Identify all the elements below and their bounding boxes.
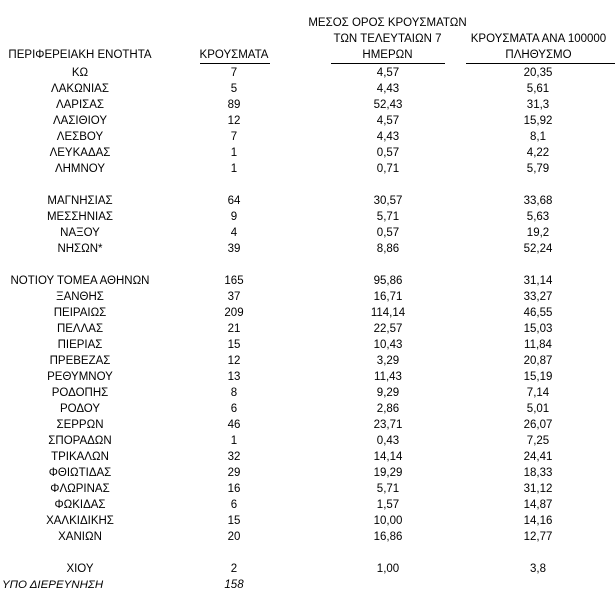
table-row	[0, 145, 615, 161]
avg7-cell: 16,86	[373, 531, 403, 543]
region-cell: ΛΗΜΝΟΥ	[54, 163, 106, 175]
footer-row	[0, 577, 615, 593]
header-underline-cases	[200, 63, 270, 64]
per100k-cell: 31,14	[523, 275, 553, 287]
cases-cell: 12	[227, 115, 241, 127]
table-row	[0, 561, 615, 577]
table-row	[0, 369, 615, 385]
table-row	[0, 193, 615, 209]
region-cell: ΛΑΣΙΘΙΟΥ	[52, 115, 108, 127]
avg7-cell: 22,57	[373, 323, 403, 335]
avg7-cell: 9,29	[376, 387, 400, 399]
header-region: ΠΕΡΙΦΕΡΕΙΑΚΗ ΕΝΟΤΗΤΑ	[8, 49, 152, 61]
header-per100k-line1: ΚΡΟΥΣΜΑΤΑ ΑΝΑ 100000	[470, 33, 607, 45]
cases-cell: 1	[230, 163, 238, 175]
cases-cell: 15	[227, 515, 241, 527]
region-cell: ΜΑΓΝΗΣΙΑΣ	[47, 195, 113, 207]
region-cell: ΜΕΣΣΗΝΙΑΣ	[46, 211, 114, 223]
per100k-cell: 20,35	[523, 67, 553, 79]
avg7-cell: 4,57	[376, 67, 400, 79]
footer-label: ΥΠΟ ΔΙΕΡΕΥΝΗΣΗ	[2, 579, 104, 591]
avg7-cell: 52,43	[373, 99, 403, 111]
region-cell: ΠΕΙΡΑΙΩΣ	[53, 307, 107, 319]
avg7-cell: 30,57	[373, 195, 403, 207]
region-cell: ΝΟΤΙΟΥ ΤΟΜΕΑ ΑΘΗΝΩΝ	[10, 275, 150, 287]
avg7-cell: 11,43	[374, 371, 402, 383]
table-row	[0, 513, 615, 529]
per100k-cell: 7,25	[526, 435, 550, 447]
region-cell: ΛΑΚΩΝΙΑΣ	[51, 83, 109, 95]
table-row	[0, 81, 615, 97]
region-cell: ΠΡΕΒΕΖΑΣ	[49, 355, 111, 367]
avg7-cell: 19,29	[373, 467, 403, 479]
header-avg-line1: ΜΕΣΟΣ ΟΡΟΣ ΚΡΟΥΣΜΑΤΩΝ	[308, 17, 467, 29]
table-row	[0, 129, 615, 145]
region-cell: ΡΟΔΟΥ	[59, 403, 101, 415]
per100k-cell: 46,55	[523, 307, 553, 319]
per100k-cell: 24,41	[523, 451, 553, 463]
cases-cell: 6	[230, 403, 238, 415]
per100k-cell: 5,01	[526, 403, 550, 415]
per100k-cell: 31,3	[526, 99, 550, 111]
per100k-cell: 19,2	[526, 227, 550, 239]
table-row	[0, 113, 615, 129]
cases-cell: 9	[230, 211, 238, 223]
per100k-cell: 5,79	[526, 163, 550, 175]
per100k-cell: 33,27	[523, 291, 553, 303]
per100k-cell: 15,92	[523, 115, 553, 127]
table-row	[0, 497, 615, 513]
per100k-cell: 18,33	[523, 467, 553, 479]
header-cases: ΚΡΟΥΣΜΑΤΑ	[199, 49, 269, 61]
avg7-cell: 4,43	[376, 131, 400, 143]
table-row	[0, 337, 615, 353]
region-cell: ΦΩΚΙΔΑΣ	[54, 499, 106, 511]
per100k-cell: 14,16	[523, 515, 553, 527]
table-row	[0, 433, 615, 449]
table-row	[0, 209, 615, 225]
cases-cell: 1	[230, 435, 238, 447]
header-underline-avg	[331, 63, 445, 64]
avg7-cell: 8,86	[376, 243, 400, 255]
per100k-cell: 4,22	[526, 147, 550, 159]
header-avg-line2: ΤΩΝ ΤΕΛΕΥΤΑΙΩΝ 7	[333, 33, 442, 45]
region-cell: ΠΙΕΡΙΑΣ	[57, 339, 103, 351]
table-row	[0, 321, 615, 337]
cases-cell: 7	[230, 67, 238, 79]
cases-cell: 209	[224, 307, 244, 319]
region-cell: ΦΛΩΡΙΝΑΣ	[50, 483, 110, 495]
cases-cell: 37	[227, 291, 241, 303]
region-cell: ΤΡΙΚΑΛΩΝ	[51, 451, 109, 463]
header-per100k-line2: ΠΛΗΘΥΣΜΟ	[505, 49, 572, 61]
per100k-cell: 20,87	[523, 355, 553, 367]
avg7-cell: 2,86	[376, 403, 400, 415]
table-row	[0, 449, 615, 465]
per100k-cell: 11,84	[524, 339, 552, 351]
region-cell: ΦΘΙΩΤΙΔΑΣ	[48, 467, 112, 479]
cases-cell: 15	[227, 339, 241, 351]
per100k-cell: 52,24	[523, 243, 553, 255]
table-row	[0, 65, 615, 81]
header-avg-line3: ΗΜΕΡΩΝ	[362, 49, 413, 61]
avg7-cell: 14,14	[373, 451, 403, 463]
region-cell: ΠΕΛΛΑΣ	[56, 323, 104, 335]
header-underline-per100k	[466, 63, 615, 64]
avg7-cell: 95,86	[373, 275, 403, 287]
cases-cell: 16	[227, 483, 241, 495]
cases-cell: 7	[230, 131, 238, 143]
region-cell: ΚΩ	[71, 67, 89, 79]
table-row	[0, 305, 615, 321]
table-row	[0, 465, 615, 481]
table-row	[0, 401, 615, 417]
avg7-cell: 4,43	[376, 83, 400, 95]
cases-cell: 89	[227, 99, 241, 111]
cases-cell: 5	[230, 83, 238, 95]
avg7-cell: 10,43	[373, 339, 403, 351]
per100k-cell: 7,14	[526, 387, 550, 399]
cases-cell: 64	[227, 195, 241, 207]
cases-cell: 4	[230, 227, 238, 239]
avg7-cell: 114,14	[370, 307, 406, 319]
per100k-cell: 8,1	[530, 131, 546, 143]
region-cell: ΧΑΝΙΩΝ	[58, 531, 102, 543]
table-row	[0, 353, 615, 369]
avg7-cell: 16,71	[373, 291, 403, 303]
table-row	[0, 289, 615, 305]
avg7-cell: 10,00	[373, 515, 403, 527]
avg7-cell: 3,29	[376, 355, 400, 367]
avg7-cell: 23,71	[373, 419, 403, 431]
cases-cell: 20	[227, 531, 241, 543]
avg7-cell: 0,57	[376, 147, 400, 159]
per100k-cell: 12,77	[523, 531, 553, 543]
per100k-cell: 15,03	[523, 323, 553, 335]
table-row	[0, 225, 615, 241]
region-cell: ΧΙΟΥ	[66, 563, 94, 575]
per100k-cell: 15,19	[523, 371, 553, 383]
per100k-cell: 31,12	[523, 483, 553, 495]
region-cell: ΣΠΟΡΑΔΩΝ	[48, 435, 112, 447]
cases-cell: 8	[230, 387, 238, 399]
cases-cell: 165	[224, 275, 244, 287]
table-row	[0, 97, 615, 113]
region-cell: ΡΟΔΟΠΗΣ	[51, 387, 109, 399]
region-cell: ΝΗΣΩΝ*	[57, 243, 103, 255]
cases-cell: 6	[230, 499, 238, 511]
avg7-cell: 1,57	[376, 499, 400, 511]
per100k-cell: 5,63	[526, 211, 550, 223]
region-cell: ΛΕΥΚΑΔΑΣ	[49, 147, 111, 159]
cases-cell: 2	[230, 563, 238, 575]
cases-cell: 1	[230, 147, 238, 159]
cases-cell: 13	[227, 371, 241, 383]
table-row	[0, 241, 615, 257]
avg7-cell: 5,71	[376, 483, 400, 495]
avg7-cell: 0,43	[376, 435, 400, 447]
region-cell: ΝΑΞΟΥ	[60, 227, 100, 239]
avg7-cell: 0,57	[376, 227, 400, 239]
avg7-cell: 5,71	[376, 211, 400, 223]
footer-cases: 158	[224, 579, 244, 591]
per100k-cell: 26,07	[523, 419, 553, 431]
per100k-cell: 14,87	[523, 499, 553, 511]
avg7-cell: 4,57	[376, 115, 400, 127]
region-cell: ΣΕΡΡΩΝ	[56, 419, 104, 431]
avg7-cell: 1,00	[376, 563, 400, 575]
cases-cell: 29	[227, 467, 241, 479]
table-row	[0, 273, 615, 289]
cases-cell: 12	[227, 355, 241, 367]
cases-cell: 46	[227, 419, 241, 431]
per100k-cell: 5,61	[526, 83, 550, 95]
cases-cell: 39	[227, 243, 241, 255]
table-row	[0, 529, 615, 545]
table-row	[0, 481, 615, 497]
region-cell: ΧΑΛΚΙΔΙΚΗΣ	[46, 515, 114, 527]
per100k-cell: 3,8	[530, 563, 546, 575]
table-row	[0, 161, 615, 177]
table-row	[0, 385, 615, 401]
region-cell: ΛΕΣΒΟΥ	[56, 131, 104, 143]
cases-cell: 32	[227, 451, 241, 463]
region-cell: ΞΑΝΘΗΣ	[56, 291, 104, 303]
table-row	[0, 417, 615, 433]
region-cell: ΡΕΘΥΜΝΟΥ	[47, 371, 113, 383]
avg7-cell: 0,71	[376, 163, 400, 175]
cases-cell: 21	[227, 323, 241, 335]
region-cell: ΛΑΡΙΣΑΣ	[55, 99, 105, 111]
per100k-cell: 33,68	[523, 195, 553, 207]
